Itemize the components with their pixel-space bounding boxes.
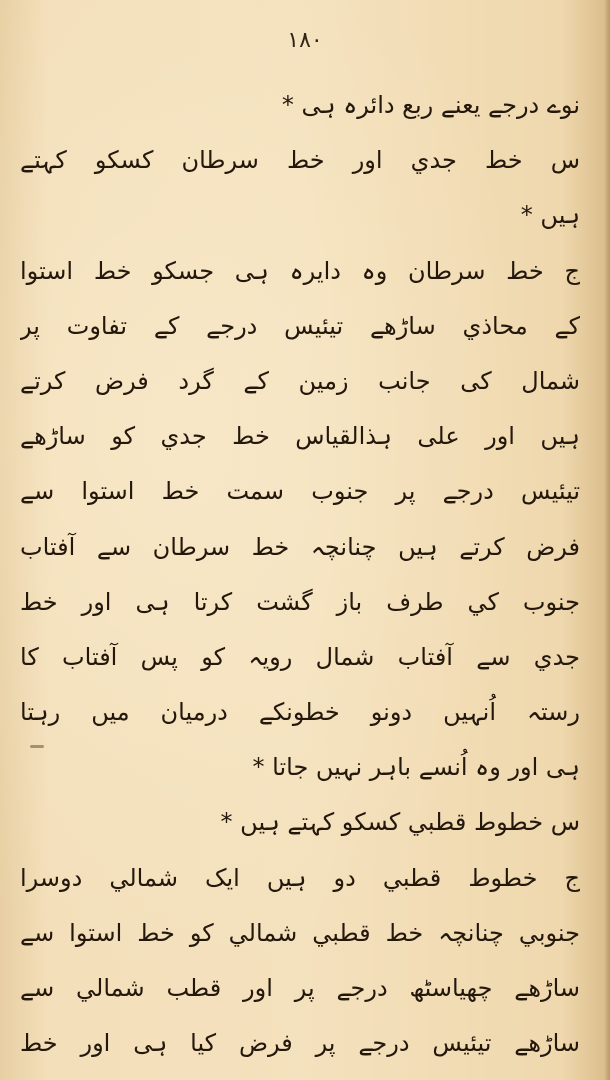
- text-line: س خط جدي اور خط سرطان کسکو کہتے: [20, 146, 580, 175]
- text-line: رستہ اُنہیں دونو خطونکے درمیان میں رہتا: [20, 698, 580, 727]
- text-line: نوے درجے یعنے ربع دائرہ ہی *: [281, 91, 580, 119]
- text-line: جنوب کي طرف باز گشت کرتا ہی اور خط: [20, 587, 580, 616]
- text-line: جدي سے آفتاب شمال رویہ کو پس آفتاب کا: [20, 642, 580, 671]
- text-line: ساڑھے تیئیس درجے پر فرض کیا ہی اور خط: [20, 1029, 580, 1058]
- page-number: ۱۸۰: [287, 28, 323, 53]
- text-line: ج خطوط قطبي دو ہیں ایک شمالي دوسرا: [20, 863, 580, 892]
- text-line: جنوبي چنانچہ خط قطبي شمالي کو خط استوا سے: [20, 918, 580, 947]
- text-line: ہیں اور علی ہذالقیاس خط جدي کو ساڑھے: [20, 422, 580, 451]
- ink-smudge: [30, 745, 44, 748]
- text-line: تیئیس درجے پر جنوب سمت خط استوا سے: [20, 477, 580, 506]
- text-line: ہی اور وہ اُنسے باہر نہیں جاتا *: [252, 753, 580, 782]
- text-line: ج خط سرطان وہ دایرہ ہی جسکو خط استوا: [20, 256, 580, 285]
- text-line: ساڑھے چھیاسٹھ درجے پر اور قطب شمالي سے: [20, 974, 580, 1002]
- text-line: س خطوط قطبي کسکو کہتے ہیں *: [220, 808, 580, 837]
- body-text: [20, 78, 580, 1071]
- text-line: کے محاذي ساڑھے تیئیس درجے کے تفاوت پر: [20, 311, 580, 340]
- text-line: فرض کرتے ہیں چنانچہ خط سرطان سے آفتاب: [20, 532, 580, 561]
- text-line: شمال کی جانب زمین کے گرد فرض کرتے: [20, 366, 580, 395]
- page-edge-shadow: [604, 0, 610, 1080]
- text-line: ہیں *: [520, 201, 580, 230]
